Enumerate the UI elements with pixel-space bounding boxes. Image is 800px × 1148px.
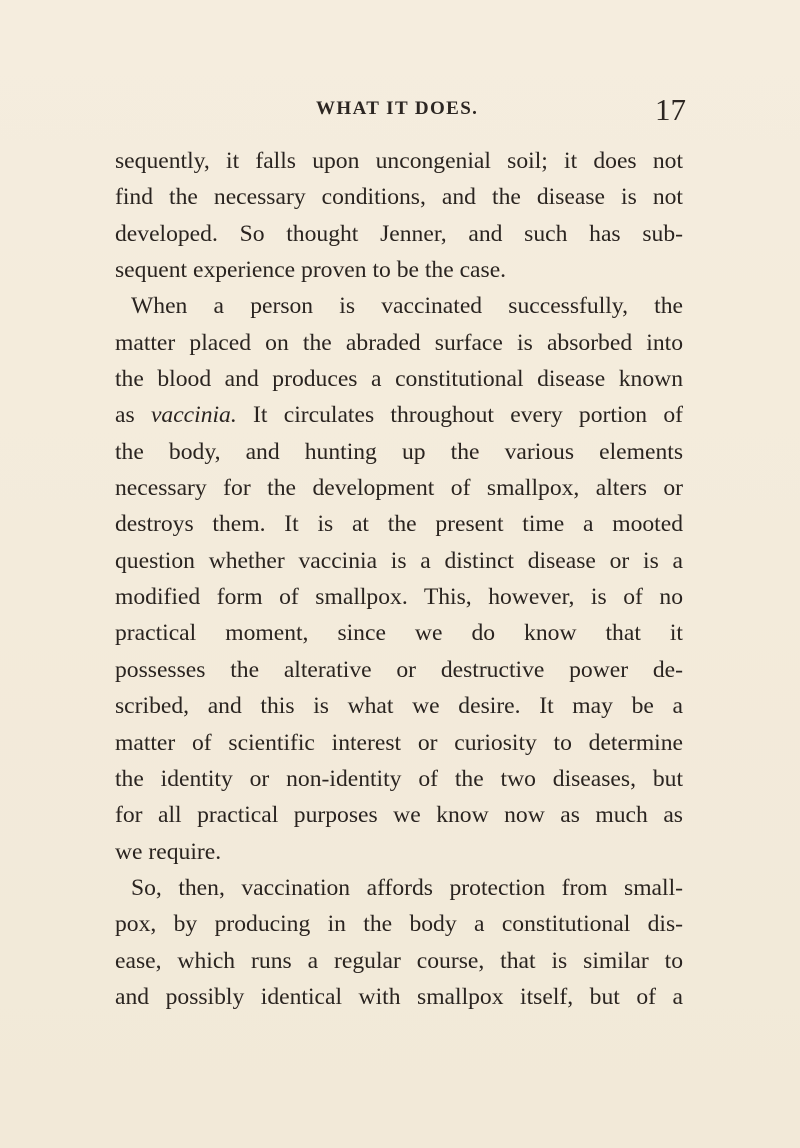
text-line: developed. So thought Jenner, and such has sub-: [115, 220, 683, 247]
text-line: we require.: [115, 838, 222, 865]
running-head: [0, 94, 800, 134]
text-line: destroys them. It is at the present time a mooted: [115, 511, 683, 538]
text-line: the blood and produces a constitutional disease known: [115, 366, 683, 393]
text-line: find the necessary conditions, and the disease is not: [115, 184, 683, 211]
paragraph-start-line: When a person is vaccinated successfully, the: [131, 293, 683, 320]
running-head-title: WHAT IT DOES.: [316, 98, 479, 119]
text-line: necessary for the development of smallpox, alters or: [115, 475, 683, 502]
text-line: the body, and hunting up the various elements: [115, 438, 683, 465]
text-line: pox, by producing in the body a constitutional dis-: [115, 911, 683, 938]
text-line: [115, 397, 683, 433]
text-line: practical moment, since we do know that it: [115, 620, 683, 647]
text-line: matter placed on the abraded surface is absorbed into: [115, 329, 683, 356]
text-fragment: as: [115, 402, 151, 429]
text-fragment: It circulates throughout every portion of: [236, 402, 683, 429]
text-line: and possibly identical with smallpox itself, but of a: [115, 983, 683, 1010]
text-line: sequent experience proven to be the case.: [115, 257, 507, 284]
page-number: 17: [655, 92, 686, 127]
text-line: ease, which runs a regular course, that is similar to: [115, 947, 683, 974]
italic-term: vaccinia.: [150, 402, 237, 429]
text-line: sequently, it falls upon uncongenial soil; it does not: [115, 148, 683, 174]
body-text: [115, 143, 683, 1015]
text-line: for all practical purposes we know now as much as: [115, 802, 683, 829]
text-line: modified form of smallpox. This, however, is of no: [115, 584, 683, 611]
paragraph-start-line: So, then, vaccination affords protection from small-: [131, 874, 683, 901]
text-line: possesses the alterative or destructive power de-: [115, 656, 683, 683]
text-line: matter of scientific interest or curiosity to determine: [115, 729, 683, 756]
text-line: scribed, and this is what we desire. It may be a: [115, 693, 683, 720]
text-line: question whether vaccinia is a distinct disease or is a: [115, 547, 683, 574]
text-line: the identity or non-identity of the two diseases, but: [115, 765, 683, 792]
